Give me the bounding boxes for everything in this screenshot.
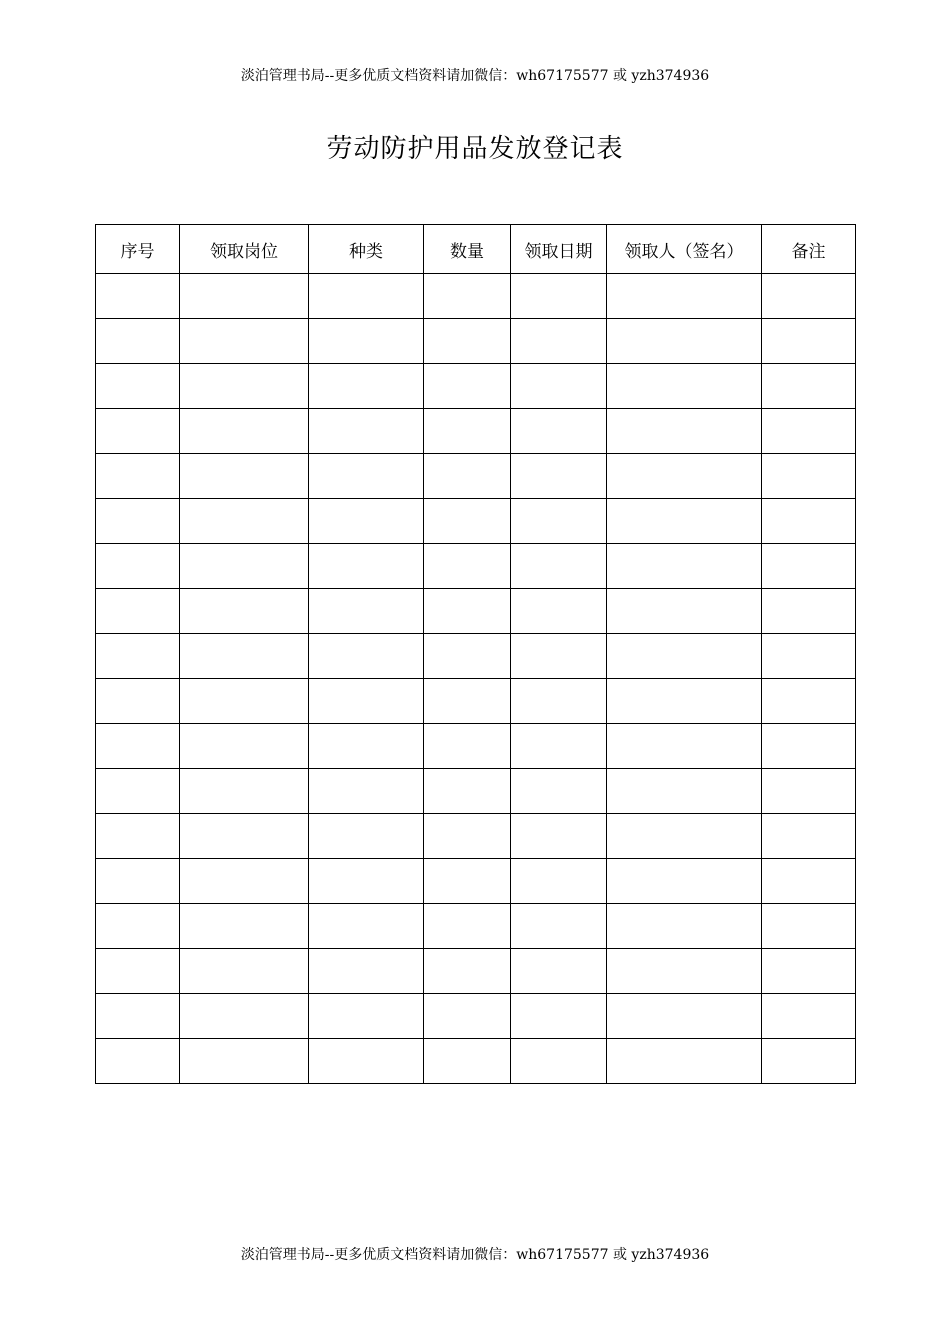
table-cell <box>607 589 762 634</box>
table-row <box>96 769 856 814</box>
table-cell <box>309 634 424 679</box>
table-cell <box>180 994 309 1039</box>
table-cell <box>607 274 762 319</box>
table-row <box>96 274 856 319</box>
table-row <box>96 544 856 589</box>
table-cell <box>180 679 309 724</box>
table-cell <box>607 409 762 454</box>
table-cell <box>607 724 762 769</box>
table-cell <box>511 589 607 634</box>
table-cell <box>96 949 180 994</box>
table-cell <box>424 904 511 949</box>
table-cell <box>96 274 180 319</box>
table-cell <box>762 274 856 319</box>
table-cell <box>180 589 309 634</box>
table-cell <box>96 499 180 544</box>
column-header-quantity: 数量 <box>424 225 511 274</box>
table-cell <box>309 994 424 1039</box>
table-cell <box>180 454 309 499</box>
table-cell <box>96 994 180 1039</box>
table-cell <box>607 679 762 724</box>
header-note: 淡泊管理书局--更多优质文档资料请加微信：wh67175577 或 yzh374936 <box>240 68 710 84</box>
table-cell <box>762 499 856 544</box>
table-cell <box>96 544 180 589</box>
table-cell <box>607 364 762 409</box>
table-cell <box>180 409 309 454</box>
table-cell <box>511 499 607 544</box>
table-cell <box>607 1039 762 1084</box>
table-cell <box>424 274 511 319</box>
table-cell <box>180 364 309 409</box>
table-cell <box>607 319 762 364</box>
table-cell <box>511 769 607 814</box>
table-cell <box>511 904 607 949</box>
table-cell <box>424 1039 511 1084</box>
table-cell <box>511 814 607 859</box>
table-cell <box>309 814 424 859</box>
table-cell <box>511 274 607 319</box>
table-row <box>96 724 856 769</box>
table-cell <box>180 904 309 949</box>
table-cell <box>762 994 856 1039</box>
table-cell <box>309 1039 424 1084</box>
table-row <box>96 814 856 859</box>
table-cell <box>762 634 856 679</box>
table-row <box>96 949 856 994</box>
table-cell <box>309 949 424 994</box>
column-header-signature: 领取人（签名） <box>607 225 762 274</box>
table-cell <box>96 814 180 859</box>
table-cell <box>424 454 511 499</box>
table-cell <box>96 724 180 769</box>
table-cell <box>424 634 511 679</box>
table-cell <box>96 1039 180 1084</box>
table-row <box>96 679 856 724</box>
table-cell <box>180 1039 309 1084</box>
table-cell <box>762 409 856 454</box>
table-cell <box>762 679 856 724</box>
column-header-serial: 序号 <box>96 225 180 274</box>
table-cell <box>309 409 424 454</box>
table-cell <box>180 724 309 769</box>
table-cell <box>424 364 511 409</box>
registration-table <box>95 224 856 1084</box>
table-cell <box>607 769 762 814</box>
table-body <box>96 274 856 1084</box>
table-row <box>96 364 856 409</box>
table-cell <box>762 1039 856 1084</box>
table-cell <box>424 319 511 364</box>
table-cell <box>309 499 424 544</box>
table-cell <box>511 1039 607 1084</box>
table-cell <box>511 994 607 1039</box>
table-cell <box>762 544 856 589</box>
table-row <box>96 994 856 1039</box>
table-cell <box>607 634 762 679</box>
table-cell <box>424 949 511 994</box>
table-cell <box>309 679 424 724</box>
table-row <box>96 859 856 904</box>
table-cell <box>309 544 424 589</box>
table-row <box>96 454 856 499</box>
table-cell <box>511 634 607 679</box>
table-cell <box>607 454 762 499</box>
table-cell <box>607 544 762 589</box>
table-cell <box>762 364 856 409</box>
table-cell <box>96 769 180 814</box>
table-cell <box>424 679 511 724</box>
page-title: 劳动防护用品发放登记表 <box>326 134 624 164</box>
table-cell <box>511 409 607 454</box>
table-cell <box>762 724 856 769</box>
table-cell <box>180 769 309 814</box>
table-cell <box>96 904 180 949</box>
table-cell <box>309 364 424 409</box>
table-cell <box>424 409 511 454</box>
table-cell <box>762 319 856 364</box>
table-row <box>96 409 856 454</box>
table-cell <box>424 499 511 544</box>
table-cell <box>309 859 424 904</box>
column-header-post: 领取岗位 <box>180 225 309 274</box>
table-cell <box>96 454 180 499</box>
table-cell <box>511 949 607 994</box>
table-row <box>96 634 856 679</box>
table-cell <box>96 409 180 454</box>
table-cell <box>96 319 180 364</box>
table-cell <box>762 454 856 499</box>
table-cell <box>180 949 309 994</box>
table-cell <box>96 364 180 409</box>
table-cell <box>511 724 607 769</box>
footer-note: 淡泊管理书局--更多优质文档资料请加微信：wh67175577 或 yzh374936 <box>240 1247 710 1263</box>
table-cell <box>607 904 762 949</box>
table-cell <box>424 589 511 634</box>
table-row <box>96 589 856 634</box>
table-cell <box>96 679 180 724</box>
table-cell <box>424 769 511 814</box>
table-cell <box>607 814 762 859</box>
table-cell <box>607 949 762 994</box>
table-cell <box>180 544 309 589</box>
table-cell <box>511 679 607 724</box>
table-cell <box>309 274 424 319</box>
column-header-type: 种类 <box>309 225 424 274</box>
table-row <box>96 1039 856 1084</box>
table-cell <box>96 859 180 904</box>
table-cell <box>511 319 607 364</box>
table-row <box>96 904 856 949</box>
table-cell <box>96 634 180 679</box>
table-cell <box>309 319 424 364</box>
table-cell <box>511 544 607 589</box>
table-header-row <box>96 225 856 274</box>
table-cell <box>511 364 607 409</box>
table-cell <box>309 454 424 499</box>
table-cell <box>180 634 309 679</box>
table-cell <box>511 454 607 499</box>
table-cell <box>424 859 511 904</box>
table-cell <box>309 904 424 949</box>
table-cell <box>424 994 511 1039</box>
table-cell <box>607 994 762 1039</box>
table-row <box>96 499 856 544</box>
table-cell <box>309 769 424 814</box>
table-cell <box>424 724 511 769</box>
column-header-remarks: 备注 <box>762 225 856 274</box>
table-cell <box>180 319 309 364</box>
table-cell <box>762 814 856 859</box>
table-row <box>96 319 856 364</box>
table-cell <box>96 589 180 634</box>
table-cell <box>180 499 309 544</box>
table-cell <box>309 724 424 769</box>
table-cell <box>180 814 309 859</box>
table-cell <box>424 544 511 589</box>
table-cell <box>762 949 856 994</box>
table-cell <box>762 859 856 904</box>
table-cell <box>309 589 424 634</box>
table-cell <box>607 859 762 904</box>
table-cell <box>511 859 607 904</box>
table-cell <box>424 814 511 859</box>
table-cell <box>762 769 856 814</box>
column-header-date: 领取日期 <box>511 225 607 274</box>
table-cell <box>762 904 856 949</box>
table-cell <box>180 274 309 319</box>
table-cell <box>762 589 856 634</box>
table-cell <box>180 859 309 904</box>
table-cell <box>607 499 762 544</box>
